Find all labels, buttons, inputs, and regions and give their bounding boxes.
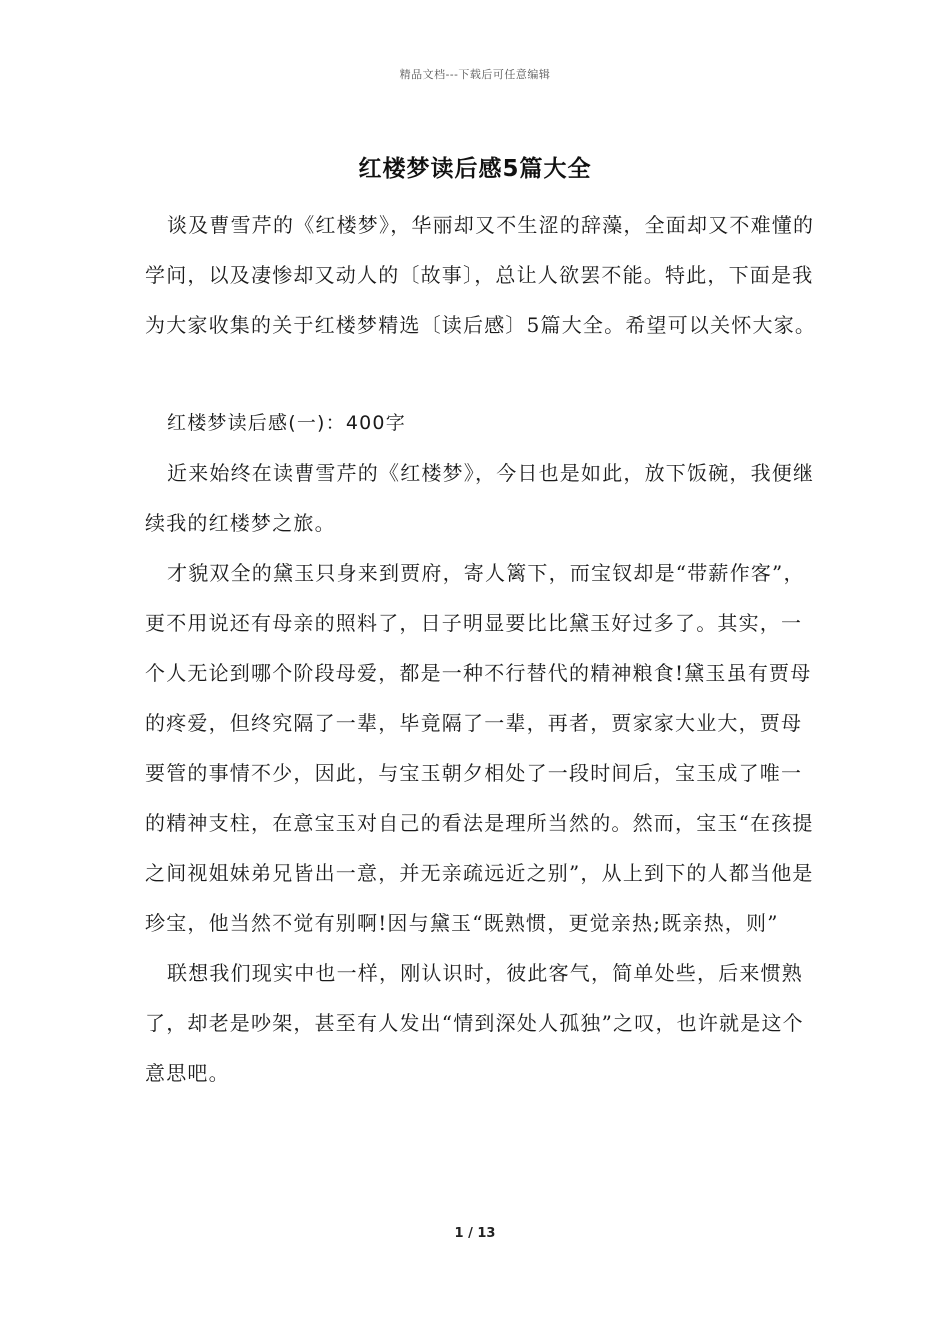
document-title: 红楼梦读后感5篇大全 <box>358 156 592 182</box>
body-paragraph: 才貌双全的黛玉只身来到贾府，寄人篱下，而宝钗却是“带薪作客”，更不用说还有母亲的照料了，日子明显要比比黛玉好过多了。其实，一个人无论到哪个阶段母爱，都是一种不行替代的精神粮食!黛玉虽有贾母的疼爱，但终究隔了一辈，毕竟隔了一辈，再者，贾家家大业大，贾母要管的事情不少，因此，与宝玉朝夕相处了一段时间后，宝玉成了唯一的精神支柱，在意宝玉对自己的看法是理所当然的。然而，宝玉“在孩提之间视姐妹弟兄皆出一意，并无亲疏远近之别”，从上到下的人都当他是珍宝，他当然不觉有别啊!因与黛玉“既熟惯，更觉亲热;既亲热，则” <box>145 561 814 935</box>
document-body <box>145 200 817 1098</box>
paragraph-spacer <box>145 350 817 398</box>
body-paragraph: 联想我们现实中也一样，刚认识时，彼此客气，简单处些，后来惯熟了，却老是吵架，甚至有人发出“情到深处人孤独”之叹，也许就是这个意思吧。 <box>145 961 804 1085</box>
page-header: 精品文档---下载后可任意编辑 <box>399 68 551 81</box>
page-number: 1 / 13 <box>454 1226 496 1241</box>
body-paragraph: 近来始终在读曹雪芹的《红楼梦》，今日也是如此，放下饭碗，我便继续我的红楼梦之旅。 <box>145 461 815 535</box>
section-heading: 红楼梦读后感(一)：400字 <box>167 412 406 434</box>
intro-paragraph: 谈及曹雪芹的《红楼梦》，华丽却又不生涩的辞藻，全面却又不难懂的学问，以及凄惨却又动人的〔故事〕，总让人欲罢不能。特此，下面是我为大家收集的关于红楼梦精选〔读后感〕5篇大全。希望可以关怀大家。 <box>145 213 817 337</box>
